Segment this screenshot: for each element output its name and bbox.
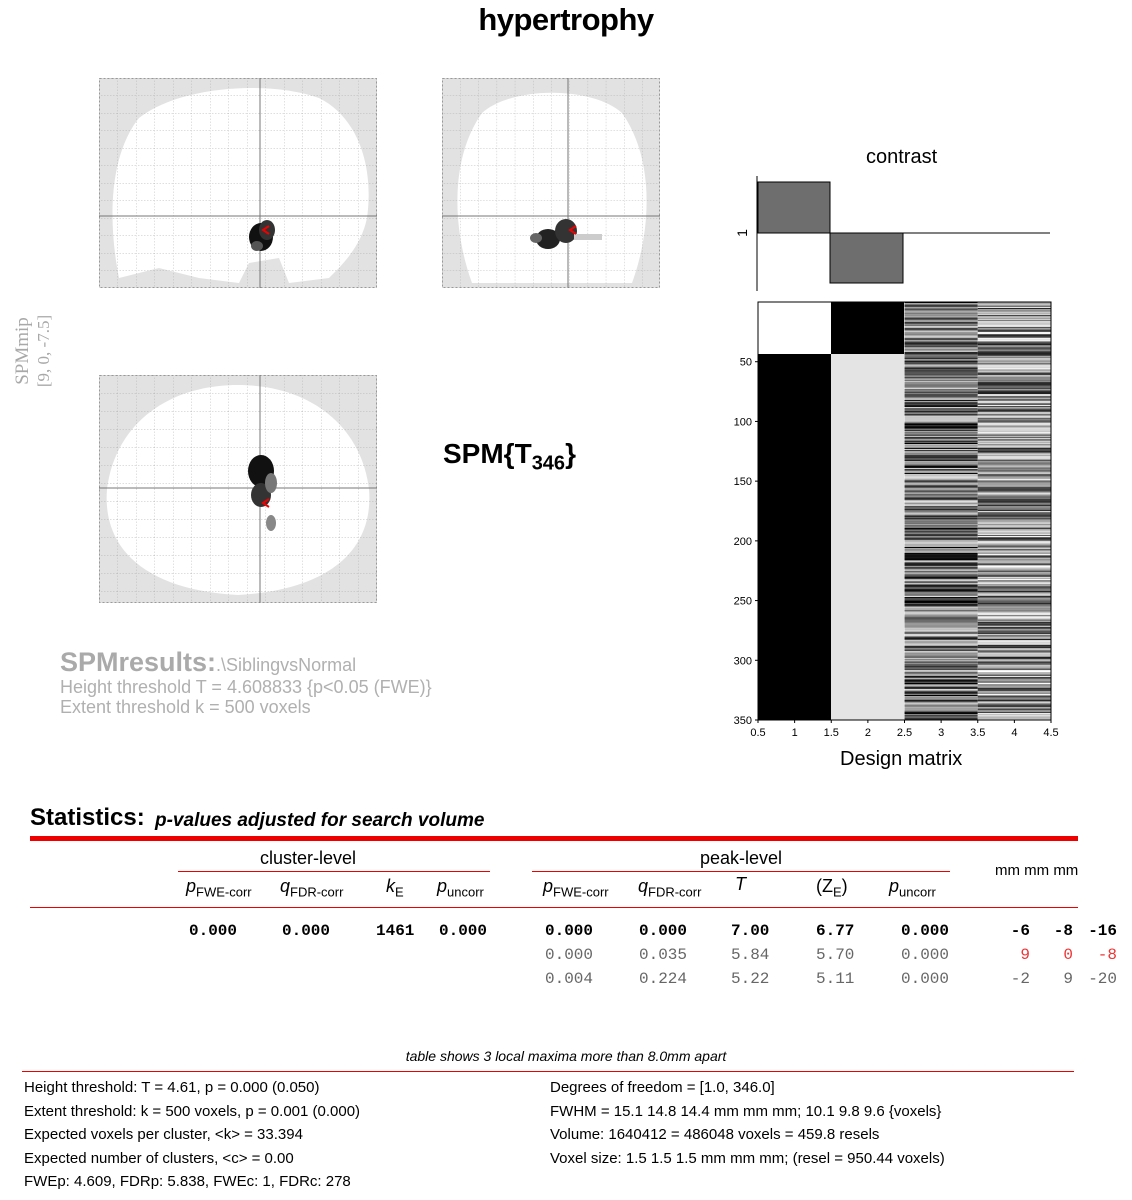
cell-y-mm: -8 bbox=[1053, 922, 1073, 940]
dm-ytick-label: 350 bbox=[733, 715, 752, 727]
spmmip-title: SPMmip bbox=[12, 317, 33, 385]
col-peak-punc: $p_{uncorr}$ bbox=[889, 876, 936, 900]
results-height-threshold: Height threshold T = 4.608833 {p<0.05 (FWE)} bbox=[60, 677, 432, 697]
mip-coronal-view[interactable] bbox=[442, 78, 660, 288]
footer-voxel-size: Voxel size: 1.5 1.5 1.5 mm mm mm; (resel = 950.44 voxels) bbox=[550, 1149, 945, 1167]
dm-ytick-label: 300 bbox=[733, 655, 752, 668]
footer-expected-voxels: Expected voxels per cluster, <k> = 33.394 bbox=[24, 1126, 303, 1143]
dm-col2-top bbox=[831, 302, 904, 354]
spmmip-label bbox=[8, 282, 58, 412]
dm-col1-bottom bbox=[758, 354, 831, 720]
col-peak-pfwe: $p_{FWE-corr}$ bbox=[543, 876, 609, 900]
dm-col1-top bbox=[758, 302, 831, 354]
mip-coronal-graphic bbox=[442, 78, 660, 288]
table-header-line bbox=[30, 907, 1078, 908]
footer-fwe-fdr: FWEp: 4.609, FDRp: 5.838, FWEc: 1, FDRc: 278 bbox=[24, 1173, 351, 1190]
spmmip-coords: [9, 0, -7.5] bbox=[34, 314, 53, 388]
coords-header: mm mm mm bbox=[995, 862, 1079, 879]
spm-results-info bbox=[60, 647, 432, 717]
contrast-title: contrast bbox=[866, 146, 938, 168]
results-heading: SPMresults: bbox=[60, 647, 217, 677]
dm-xtick-label: 1.5 bbox=[823, 727, 839, 739]
cell-peak-pfwe: 0.000 bbox=[545, 946, 594, 964]
statistics-divider bbox=[30, 836, 1078, 841]
design-matrix-plot[interactable] bbox=[712, 298, 1062, 744]
col-cluster-punc: $p_{uncorr}$ bbox=[437, 876, 484, 900]
spm-stat-prefix: SPM{T bbox=[443, 438, 532, 469]
mip-axial-graphic bbox=[99, 375, 377, 603]
cell-z-mm: -8 bbox=[1097, 946, 1117, 964]
dm-ytick-label: 50 bbox=[739, 356, 752, 369]
footer-height-threshold: Height threshold: T = 4.61, p = 0.000 (0.050) bbox=[24, 1079, 320, 1096]
cell-peak-punc: 0.000 bbox=[901, 970, 950, 988]
figure-title: hypertrophy bbox=[478, 2, 654, 37]
table-footnote: table shows 3 local maxima more than 8.0mm apart bbox=[405, 1048, 727, 1064]
contrast-graphic bbox=[728, 176, 1058, 296]
contrast-ytick: 1 bbox=[734, 229, 750, 237]
footer-extent-threshold: Extent threshold: k = 500 voxels, p = 0.001 (0.000) bbox=[24, 1102, 361, 1120]
statistics-subheading: p-values adjusted for search volume bbox=[155, 810, 485, 831]
cell-peak-t: 5.84 bbox=[731, 946, 770, 964]
footer-fwhm: FWHM = 15.1 14.8 14.4 mm mm mm; 10.1 9.8 9.6 {voxels} bbox=[550, 1102, 942, 1120]
mip-axial-view[interactable] bbox=[99, 375, 377, 603]
dm-xtick-label: 4 bbox=[1011, 727, 1018, 739]
dm-col4 bbox=[978, 302, 1051, 720]
dm-ytick-label: 200 bbox=[733, 535, 752, 548]
cell-x-mm: -2 bbox=[1010, 970, 1030, 988]
peak-level-underline bbox=[532, 871, 950, 872]
footer-dof: Degrees of freedom = [1.0, 346.0] bbox=[550, 1079, 775, 1096]
col-cluster-ke: $k_E$ bbox=[386, 876, 404, 900]
cell-cluster-pfwe: 0.000 bbox=[189, 922, 238, 940]
cell-peak-qfdr: 0.035 bbox=[639, 946, 688, 964]
cell-peak-punc: 0.000 bbox=[901, 922, 950, 940]
cell-x-mm: 9 bbox=[1020, 946, 1030, 964]
spm-stat-df: 346 bbox=[531, 452, 566, 475]
contrast-bar-2 bbox=[830, 233, 903, 283]
results-extent-threshold: Extent threshold k = 500 voxels bbox=[60, 697, 311, 717]
dm-xtick-label: 3 bbox=[938, 727, 945, 739]
cluster-level-label: cluster-level bbox=[260, 848, 357, 868]
cell-y-mm: 9 bbox=[1063, 970, 1073, 988]
dm-ytick-label: 150 bbox=[733, 476, 752, 489]
design-matrix-graphic bbox=[712, 298, 1062, 744]
dm-ytick-label: 250 bbox=[733, 595, 752, 608]
cell-peak-pfwe: 0.000 bbox=[545, 922, 594, 940]
cell-x-mm: -6 bbox=[1010, 922, 1030, 940]
spm-statistic-label bbox=[443, 438, 576, 476]
mip-sagittal-view[interactable] bbox=[99, 78, 377, 288]
results-path: .\SiblingvsNormal bbox=[216, 655, 357, 675]
dm-col3 bbox=[905, 302, 978, 720]
col-peak-t: T bbox=[735, 874, 746, 894]
cell-z-mm: -20 bbox=[1088, 970, 1117, 988]
cell-peak-z: 5.11 bbox=[816, 970, 855, 988]
cell-cluster-qfdr: 0.000 bbox=[282, 922, 331, 940]
cell-peak-z: 5.70 bbox=[816, 946, 855, 964]
col-cluster-qfdr: $q_{FDR-corr}$ bbox=[280, 876, 344, 900]
dm-ytick-label: 100 bbox=[733, 416, 752, 429]
contrast-bar-1 bbox=[758, 182, 830, 233]
cluster-level-underline bbox=[178, 871, 490, 872]
cell-peak-punc: 0.000 bbox=[901, 946, 950, 964]
col-peak-qfdr: $q_{FDR-corr}$ bbox=[638, 876, 702, 900]
dm-col2-bottom bbox=[831, 354, 904, 720]
col-peak-ze: $(Z_E)$ bbox=[816, 876, 848, 900]
dm-xtick-label: 0.5 bbox=[750, 727, 766, 739]
col-cluster-pfwe: $p_{FWE-corr}$ bbox=[186, 876, 252, 900]
dm-xtick-label: 2.5 bbox=[896, 727, 913, 739]
footer-volume: Volume: 1640412 = 486048 voxels = 459.8 resels bbox=[550, 1126, 880, 1143]
footer-right-info bbox=[550, 1076, 945, 1170]
footer-left-info bbox=[24, 1076, 360, 1194]
cell-peak-qfdr: 0.000 bbox=[639, 922, 688, 940]
mip-sagittal-graphic bbox=[99, 78, 377, 288]
peak-level-label: peak-level bbox=[700, 848, 783, 868]
dm-xtick-label: 2 bbox=[864, 727, 871, 739]
cell-peak-z: 6.77 bbox=[816, 922, 855, 940]
cell-cluster-ke: 1461 bbox=[376, 922, 415, 940]
dm-xtick-label: 3.5 bbox=[970, 727, 986, 739]
dm-xtick-label: 1 bbox=[791, 727, 798, 739]
cell-peak-t: 5.22 bbox=[731, 970, 770, 988]
cell-peak-pfwe: 0.004 bbox=[545, 970, 594, 988]
spm-stat-suffix: } bbox=[565, 438, 576, 469]
cell-peak-qfdr: 0.224 bbox=[639, 970, 688, 988]
footer-expected-clusters: Expected number of clusters, <c> = 0.00 bbox=[24, 1149, 294, 1167]
cell-peak-t: 7.00 bbox=[731, 922, 770, 940]
design-matrix-title: Design matrix bbox=[840, 748, 963, 770]
cell-z-mm: -16 bbox=[1088, 922, 1117, 940]
footnote-divider bbox=[22, 1071, 1074, 1072]
cell-y-mm: 0 bbox=[1063, 946, 1073, 964]
statistics-heading: Statistics: bbox=[30, 804, 145, 831]
cell-cluster-punc: 0.000 bbox=[439, 922, 488, 940]
contrast-plot[interactable] bbox=[728, 176, 1058, 296]
dm-xtick-label: 4.5 bbox=[1043, 727, 1059, 739]
